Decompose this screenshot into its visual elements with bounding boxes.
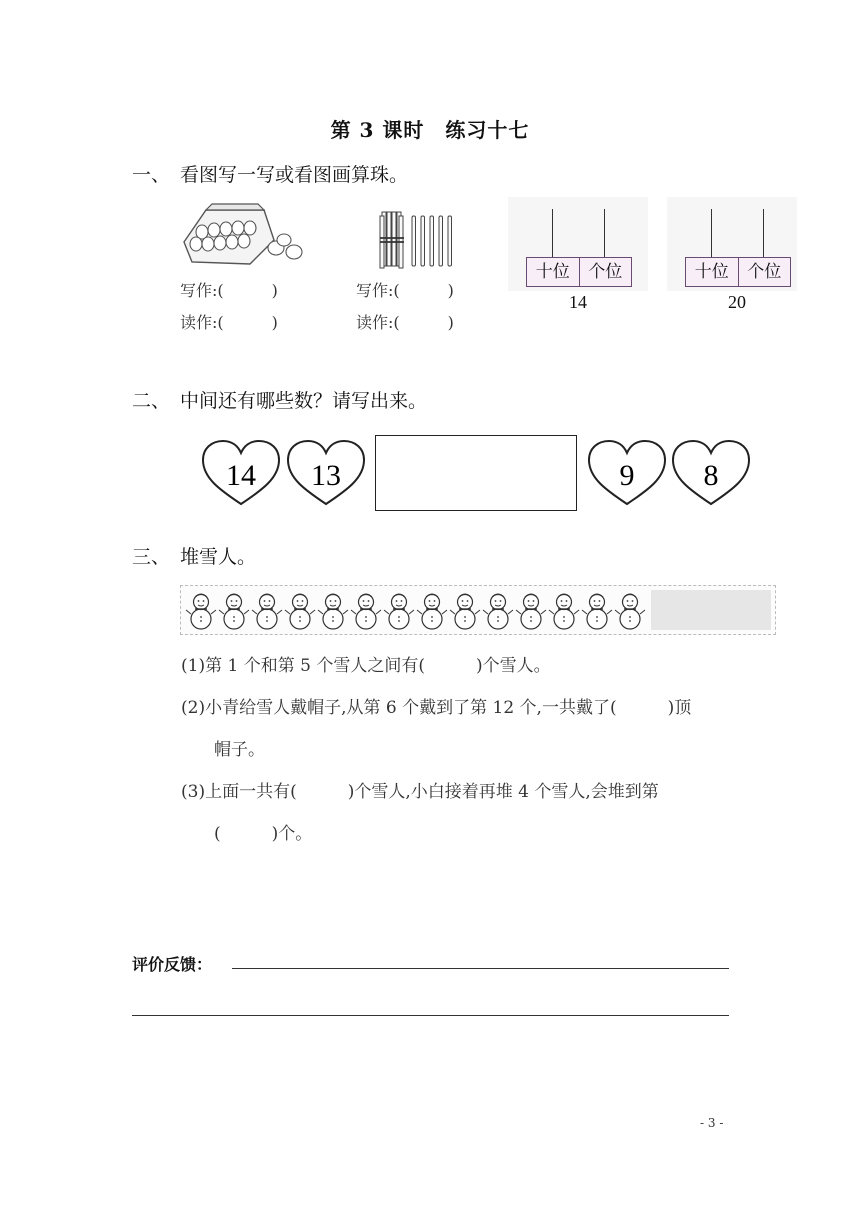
egg-read-field[interactable]: 读作:( ) <box>180 313 278 332</box>
section-2-heading <box>132 386 427 413</box>
snowman-icon <box>614 588 646 632</box>
heart-13 <box>285 438 367 508</box>
snowman-icon <box>317 588 349 632</box>
heart-8 <box>670 438 752 508</box>
heart-14 <box>200 438 282 508</box>
abacus-20[interactable] <box>667 197 797 291</box>
snowman-icon <box>548 588 580 632</box>
abacus-ones-label: 个位 <box>588 262 623 282</box>
section-3-number: 三、 <box>132 546 171 568</box>
egg-write-field[interactable]: 写作:( ) <box>180 281 278 300</box>
section-1-number: 一、 <box>132 164 171 186</box>
snowman-icon <box>416 588 448 632</box>
heart-number: 9 <box>619 459 635 492</box>
snowman-icon <box>482 588 514 632</box>
snowman-icon <box>515 588 547 632</box>
snowman-icon <box>581 588 613 632</box>
abacus-value-14: 14 <box>569 292 587 312</box>
page-number: - 3 - <box>700 1116 724 1130</box>
heart-number: 14 <box>226 459 256 492</box>
section-2-number: 二、 <box>132 390 171 412</box>
section-2-text: 中间还有哪些数？请写出来。 <box>180 390 428 412</box>
snowman-strip <box>180 585 776 635</box>
feedback-line-2[interactable] <box>132 1015 729 1016</box>
question-3-line2: ( )个。 <box>214 824 313 844</box>
page-title: 第 3 课时 练习十七 <box>330 118 530 142</box>
sticks-write-field[interactable]: 写作:( ) <box>356 281 454 300</box>
abacus-14[interactable] <box>508 197 648 291</box>
question-2-line1: (2)小青给雪人戴帽子,从第 6 个戴到了第 12 个,一共戴了( )顶 <box>181 698 692 718</box>
snowman-icon <box>218 588 250 632</box>
sticks-bundle-image <box>378 210 458 272</box>
egg-carton-image <box>178 202 306 268</box>
feedback-line-1[interactable] <box>232 968 729 969</box>
question-3-line1: (3)上面一共有( )个雪人,小白接着再堆 4 个雪人,会堆到第 <box>181 782 659 802</box>
snowman-icon <box>383 588 415 632</box>
answer-box[interactable] <box>375 435 577 511</box>
question-2-line2: 帽子。 <box>214 740 265 760</box>
abacus-ones-label: 个位 <box>747 262 782 282</box>
section-3-heading <box>132 542 256 569</box>
section-3-text: 堆雪人。 <box>180 546 257 568</box>
snowman-icon <box>350 588 382 632</box>
section-1-text: 看图写一写或看图画算珠。 <box>180 164 409 186</box>
heart-number: 13 <box>311 459 341 492</box>
heart-9 <box>586 438 668 508</box>
snowman-icon <box>251 588 283 632</box>
snowman-icon <box>185 588 217 632</box>
snowman-icon <box>449 588 481 632</box>
heart-number: 8 <box>703 459 719 492</box>
abacus-tens-label: 十位 <box>527 258 580 286</box>
abacus-tens-label: 十位 <box>686 258 739 286</box>
section-1-heading <box>132 160 408 187</box>
feedback-label: 评价反馈： <box>132 955 213 974</box>
abacus-value-20: 20 <box>728 292 746 312</box>
question-1: (1)第 1 个和第 5 个雪人之间有( )个雪人。 <box>181 656 551 676</box>
snowman-icon <box>284 588 316 632</box>
gray-placeholder <box>651 590 771 630</box>
sticks-read-field[interactable]: 读作:( ) <box>356 313 454 332</box>
